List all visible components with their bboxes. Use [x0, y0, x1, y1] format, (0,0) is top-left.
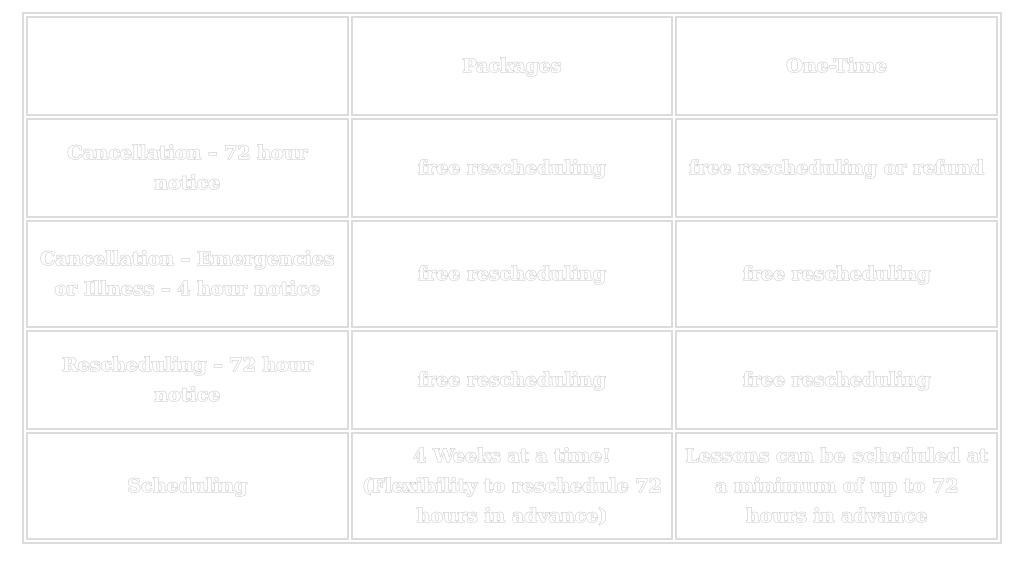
one-time-cell: Lessons can be scheduled at a minimum of up to 72 hours in advance: [675, 432, 998, 540]
row-label: Rescheduling – 72 hour notice: [26, 330, 349, 430]
one-time-cell: free rescheduling: [675, 330, 998, 430]
header-cell-empty: [26, 16, 349, 116]
row-label: Cancellation – Emergencies or Illness – 4 hour notice: [26, 220, 349, 328]
policy-comparison-table: [22, 12, 1002, 544]
one-time-cell: free rescheduling or refund: [675, 118, 998, 218]
packages-cell: free rescheduling: [351, 330, 674, 430]
table-row: [26, 118, 998, 218]
header-cell-packages: Packages: [351, 16, 674, 116]
row-label: Cancellation – 72 hour notice: [26, 118, 349, 218]
table-header-row: [26, 16, 998, 116]
table-row: [26, 220, 998, 328]
packages-cell: free rescheduling: [351, 220, 674, 328]
packages-cell: free rescheduling: [351, 118, 674, 218]
packages-cell: 4 Weeks at a time! (Flexibility to reschedule 72 hours in advance): [351, 432, 674, 540]
one-time-cell: free rescheduling: [675, 220, 998, 328]
header-cell-one-time: One-Time: [675, 16, 998, 116]
row-label: Scheduling: [26, 432, 349, 540]
table-row: [26, 432, 998, 540]
table-row: [26, 330, 998, 430]
